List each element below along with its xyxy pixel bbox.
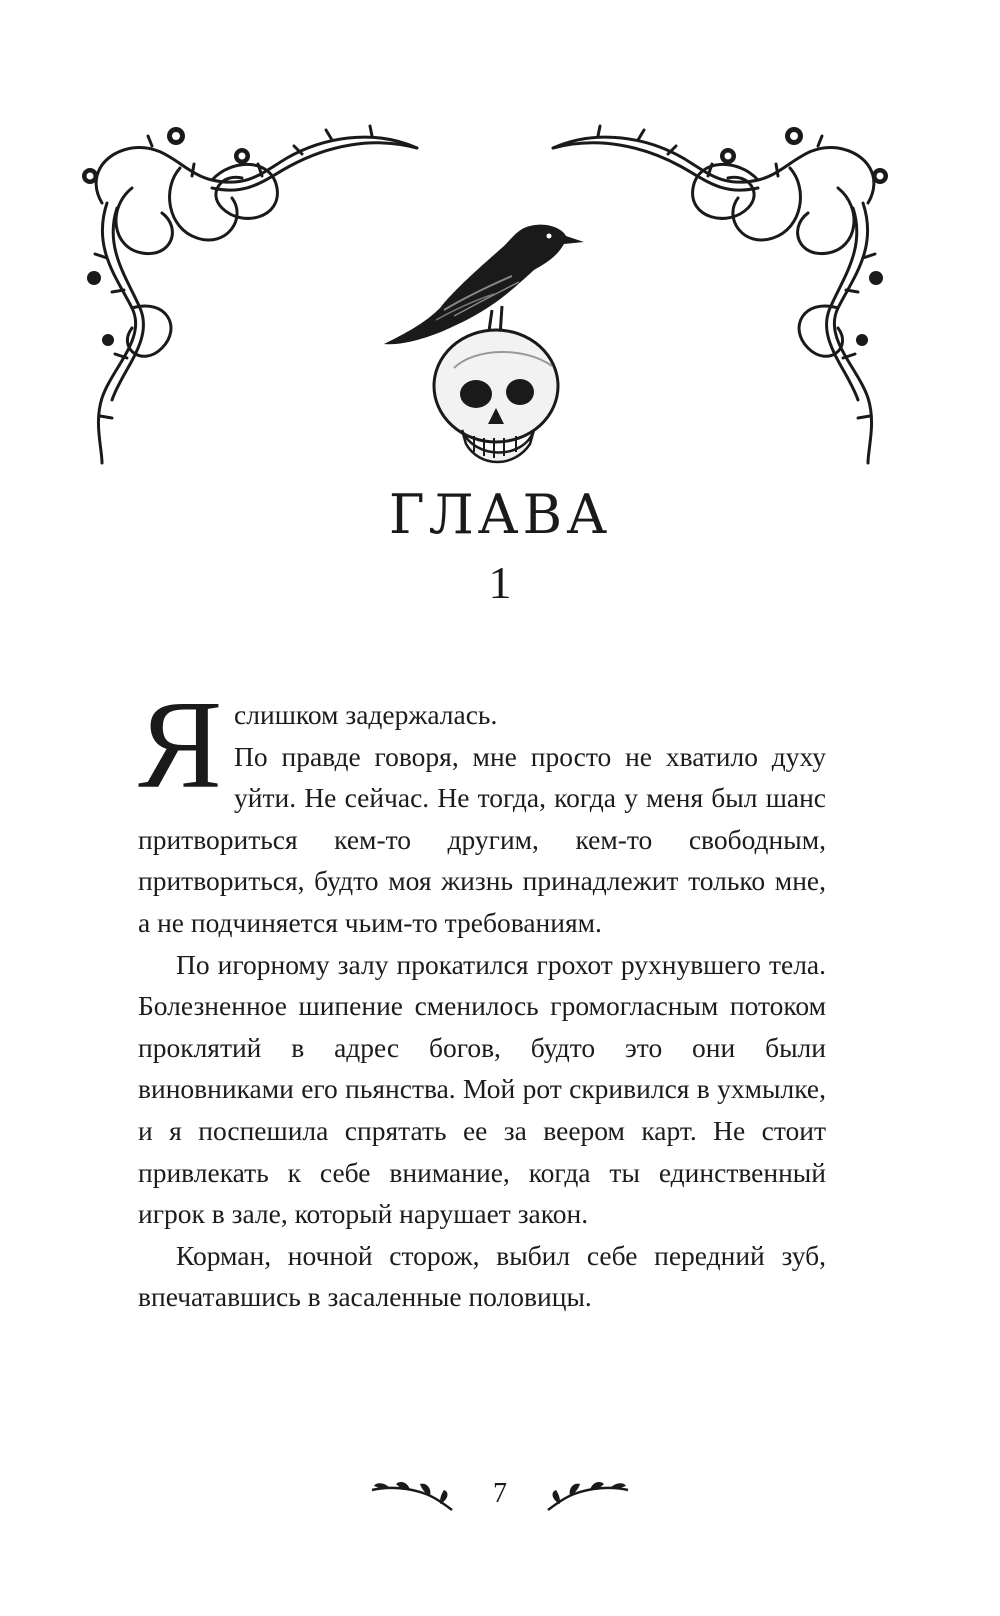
paragraph-1	[138, 676, 826, 815]
raven-on-skull-icon	[384, 198, 584, 470]
paragraph-2: По правде говоря, мне просто не хватило духу уйти. Не сейчас. Не тогда, когда у меня был шанс притвориться кем-то другим, кем-то свободным, притвориться, будто моя жизнь принадлежит только мне, а не подчиняется чьим-то требованиям.	[138, 740, 826, 938]
paragraph-3: По игорному залу прокатился грохот рухнувшего тела. Болезненное шипение сменилось громогласным потоком проклятий в адрес богов, будто это они были виновниками его пьянства. Мой рот скривился в ухмылке, и я поспешила спрятать ее за веером карт. Не стоит привлекать к себе внимание, когда ты единственный игрок в зале, который нарушает закон.	[138, 948, 826, 1230]
leaf-flourish-right-icon	[546, 1480, 630, 1514]
vine-ornament-right-icon	[538, 118, 898, 478]
drop-cap: Я	[138, 676, 223, 815]
vine-ornament-left-icon	[72, 118, 432, 478]
paragraph-4: Корман, ночной сторож, выбил себе передний зуб, впечатавшись в засаленные половицы.	[138, 1239, 826, 1313]
chapter-number: 1	[488, 557, 512, 608]
page-number: 7	[493, 1478, 507, 1509]
chapter-text	[138, 676, 826, 1318]
chapter-heading: ГЛАВА	[388, 483, 612, 546]
paragraph-1-text: слишком задержалась.	[234, 699, 498, 730]
leaf-flourish-left-icon	[370, 1480, 454, 1514]
page-footer	[0, 1478, 1000, 1518]
